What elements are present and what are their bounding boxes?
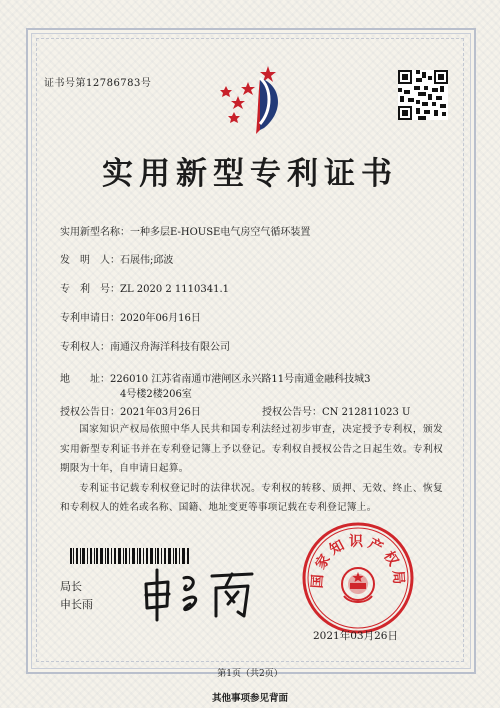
certificate-statement [60,420,443,518]
page-number: 第1页（共2页） [217,669,283,679]
svg-text:国家知识产权局: 国家知识产权局 [309,534,407,589]
barcode-icon [70,548,190,564]
field-label: 专利申请日： [60,313,120,324]
field-application-date [60,309,201,324]
statement-paragraph: 专利证书记载专利权登记时的法律状况。专利权的转移、质押、无效、终止、恢复和专利权人的姓名或名称、国籍、地址变更等事项记载在专利登记簿上。 [60,482,443,513]
field-label: 发 明 人： [60,255,120,266]
national-emblem-icon [342,568,374,602]
field-value: ZL 2020 2 1110341.1 [120,284,230,295]
field-label: 专利权人： [60,342,110,353]
field-grant-number [262,403,410,418]
field-value: CN 212811023 U [322,407,411,418]
handwritten-signature-icon [140,566,260,622]
address-line-2: 4号楼2楼206室 [120,389,192,400]
address-line-1: 226010 江苏省南通市港闸区永兴路11号南通金融科技城3 [110,374,371,385]
cnipa-logo-icon [208,58,296,138]
certificate-title: 实用新型专利证书 [102,156,398,192]
certificate-number: 证书号第12786783号 [44,78,152,89]
field-value: 石展伟;邱波 [120,255,174,266]
field-value: 2021年03月26日 [120,407,201,418]
field-label: 实用新型名称： [60,227,130,238]
field-label: 地 址： [60,374,110,385]
field-grant-date [60,403,201,418]
field-address [60,370,370,385]
signature-title: 局长 [60,580,82,593]
field-label: 授权公告日： [60,407,120,418]
statement-paragraph: 国家知识产权局依照中华人民共和国专利法经过初步审查，决定授予专利权，颁发实用新型专利证书并在专利登记簿上予以登记。专利权自授权公告之日起生效。专利权期限为十年，自申请日起算。 [60,424,443,474]
field-utility-model-name [60,223,310,238]
field-patentee [60,338,230,353]
field-value: 南通汉舟海洋科技有限公司 [110,342,230,353]
field-patent-number [60,280,229,295]
field-label: 专 利 号： [60,284,120,295]
field-value: 2020年06月16日 [120,313,201,324]
field-label: 授权公告号： [262,407,322,418]
signature-name: 申长雨 [60,598,93,611]
field-value: 一种多层E-HOUSE电气房空气循环装置 [130,227,311,238]
footer-note: 其他事项参见背面 [211,693,288,704]
seal-date: 2021年03月26日 [313,630,398,642]
field-inventor [60,251,173,266]
qr-code-icon[interactable] [398,70,448,120]
official-seal [300,520,416,636]
